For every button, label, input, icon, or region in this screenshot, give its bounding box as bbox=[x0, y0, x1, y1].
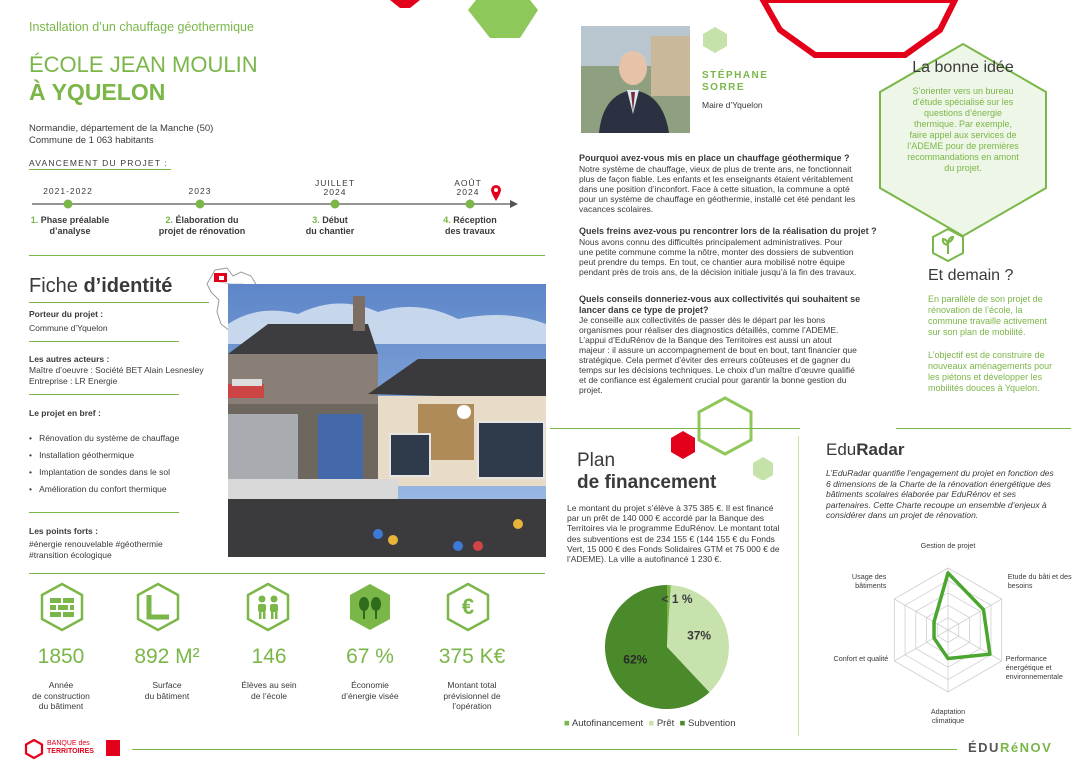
divider-porteur bbox=[29, 341, 179, 342]
sprout-icon bbox=[932, 228, 964, 262]
porteur-label: Porteur du projet : bbox=[29, 309, 104, 319]
porteur-value: Commune d’Yquelon bbox=[29, 323, 108, 333]
interview-question-3: Quels conseils donneriez-vous aux collectivités qui souhaitent se lancer dans ce type de projet? bbox=[579, 294, 861, 315]
area-icon bbox=[133, 582, 183, 632]
step-2-num: 2. bbox=[165, 215, 173, 225]
caisse-logo bbox=[106, 740, 120, 756]
demain-text-1: En parallèle de son projet de rénovation de l’école, la commune travaille activement sur son plan de mobilité. bbox=[928, 294, 1048, 337]
radar-axis-label: Confort et qualité bbox=[833, 654, 889, 663]
identity-title-bold: d’identité bbox=[83, 275, 173, 297]
progress-timeline bbox=[28, 197, 523, 211]
pie-label-subvention: 62% bbox=[623, 652, 648, 667]
timeline-dot-1 bbox=[64, 200, 73, 209]
legend-swatch-autofinancement: ■ bbox=[564, 718, 570, 729]
radar-axis-label: Etude du bâti et des besoins bbox=[1007, 572, 1072, 590]
divider-financement bbox=[550, 428, 800, 429]
identity-underline bbox=[29, 302, 209, 303]
stat-label-3: Élèves au sein de l’école bbox=[241, 680, 297, 701]
trees-icon bbox=[345, 582, 395, 632]
interview-answer-1: Notre système de chauffage, vieux de plus de trente ans, ne fonctionnait plus de façon fiable. Les enfants et les enseignants étaient véritablement dans une position d’inconfort. Face à cette situation, la commune a opté pour un système de chauffage en géothermie, installé cet été pendant les vacances scolaires. bbox=[579, 163, 856, 214]
progress-label: AVANCEMENT DU PROJET : bbox=[29, 158, 169, 168]
radar-point bbox=[946, 657, 949, 660]
interview-block-2 bbox=[579, 226, 879, 277]
step-4-num: 4. bbox=[443, 215, 451, 225]
timeline-date-2: 2023 bbox=[188, 186, 212, 196]
bricks-icon bbox=[37, 582, 87, 632]
stat-label-1: Année de construction du bâtiment bbox=[32, 680, 90, 711]
step-1-line2: d’analyse bbox=[49, 226, 91, 236]
legend-swatch-subvention: ■ bbox=[679, 718, 686, 729]
interview-question-1: Pourquoi avez-vous mis en place un chauffage géothermique ? bbox=[579, 153, 850, 163]
acteurs-label: Les autres acteurs : bbox=[29, 354, 110, 364]
radar-axis-label: Usage des bâtiments bbox=[851, 572, 887, 590]
step-3-num: 3. bbox=[312, 215, 320, 225]
forts-label: Les points forts : bbox=[29, 526, 98, 536]
list-item: • Implantation de sondes dans le sol bbox=[29, 467, 170, 477]
page-title-line1: ÉCOLE JEAN MOULIN bbox=[29, 52, 258, 77]
radar-series bbox=[934, 573, 990, 659]
divider-timeline bbox=[29, 255, 545, 256]
mayor-role: Maire d’Yquelon bbox=[702, 100, 763, 110]
stat-value-4: 67 % bbox=[346, 645, 394, 668]
acteurs-line1: Maître d’oeuvre : Société BET Alain Lesnesley bbox=[29, 365, 204, 375]
radar-axis-label: Gestion de projet bbox=[920, 541, 976, 550]
mayor-name: STÉPHANE SORRE bbox=[702, 70, 769, 93]
interview-answer-2: Nous avons connu des difficultés principalement administratives. Pour une petite commune comme la nôtre, monter des dossiers de subvention peut prendre du temps. En tout, ce chantier aura mobilisé notre équipe pendant près de trois ans, de la décision initiale jusqu’à la fin des travaux. bbox=[579, 236, 857, 277]
legend-swatch-pret: ■ bbox=[648, 718, 655, 729]
timeline-date-4: 2024 bbox=[456, 187, 480, 197]
stat-value-1: 1850 bbox=[37, 645, 85, 668]
identity-title bbox=[29, 275, 172, 298]
students-icon bbox=[243, 582, 293, 632]
timeline-date-3-month: JUILLET bbox=[314, 178, 356, 188]
pie-legend bbox=[564, 718, 736, 729]
radar-axis-label: Performance énergétique et environnementale bbox=[1005, 654, 1063, 681]
interview-block-3 bbox=[579, 294, 879, 395]
demain-text-2: L’objectif est de construire de nouveaux aménagements pour les piétons et développer les mobilités douces à Yquelon. bbox=[928, 350, 1053, 393]
stat-label-4: Économie d’énergie visée bbox=[341, 680, 399, 701]
progress-label-underline bbox=[29, 169, 171, 170]
timeline-step-3 bbox=[290, 215, 370, 237]
divider-eduradar bbox=[896, 428, 1071, 429]
school-photo bbox=[228, 284, 546, 557]
eduradar-chart bbox=[810, 540, 1085, 725]
step-2-line1: Élaboration du bbox=[175, 215, 239, 225]
forts-line2: #transition écologique bbox=[29, 550, 112, 560]
timeline-date-1: 2021-2022 bbox=[43, 186, 93, 196]
divider-bref bbox=[29, 512, 179, 513]
location-text: Normandie, département de la Manche (50) bbox=[29, 123, 214, 134]
step-2-line2: projet de rénovation bbox=[158, 226, 246, 236]
pie-label-prêt: 37% bbox=[687, 628, 712, 643]
footer-line bbox=[132, 749, 957, 750]
acteurs-line2: Entreprise : LR Energie bbox=[29, 376, 118, 386]
interview-question-2: Quels freins avez-vous pu rencontrer lors de la réalisation du projet ? bbox=[579, 226, 877, 236]
legend-autofinancement: Autofinancement bbox=[571, 718, 644, 729]
financement-title-line2: de financement bbox=[577, 472, 717, 493]
timeline-date-4-month: AOÛT bbox=[454, 178, 482, 188]
page-title-line2: À YQUELON bbox=[29, 79, 166, 105]
stat-value-2: 892 M² bbox=[134, 645, 200, 668]
legend-subvention: Subvention bbox=[687, 718, 736, 729]
radar-point bbox=[946, 571, 949, 574]
pie-label-autofinancement: < 1 % bbox=[661, 592, 693, 606]
radar-point bbox=[932, 620, 935, 623]
financement-text: Le montant du projet s’élève à 375 385 €. Il est financé par un prêt de 140 000 € accordé par la Banque des Territoires via le programme EduRénov. Le montant total des subventions est de 234 155 € (144 155 € du Fonds Vert, 15 000 € des Fonds Solidaires GTM et 75 000 € de l’ADEME). La ville a autofinancé 1 230 €. bbox=[567, 503, 780, 565]
identity-title-light: Fiche bbox=[29, 275, 78, 297]
list-item: • Amélioration du confort thermique bbox=[29, 484, 167, 494]
divider-acteurs bbox=[29, 394, 179, 395]
financement-title-line1: Plan bbox=[577, 450, 616, 471]
step-1-num: 1. bbox=[30, 215, 39, 225]
step-3-line1: Début bbox=[322, 215, 348, 225]
header-kicker: Installation d’un chauffage géothermique bbox=[29, 20, 254, 34]
timeline-dot-4 bbox=[466, 200, 475, 209]
step-4-line2: des travaux bbox=[444, 226, 496, 236]
step-4-line1: Réception bbox=[453, 215, 497, 225]
decor-top-hexagons bbox=[380, 0, 560, 45]
timeline-step-1 bbox=[20, 215, 120, 237]
radar-point bbox=[982, 608, 985, 611]
eduradar-text: L’EduRadar quantifie l’engagement du projet en fonction des 6 dimensions de la Charte de la rénovation énergétique des bâtiments scolaires élaborée par EduRénov et ses partenaires. Cette Charte recoupe un ensemble d’enjeux à considérer dans un projet de rénovation. bbox=[826, 468, 1054, 521]
legend-pret: Prêt bbox=[656, 718, 675, 729]
mayor-photo bbox=[581, 26, 690, 133]
forts-line1: #énergie renouvelable #géothermie bbox=[29, 539, 163, 549]
radar-axis bbox=[948, 599, 1002, 630]
timeline-step-4 bbox=[425, 215, 515, 237]
bref-list bbox=[29, 430, 179, 498]
divider-stats bbox=[29, 573, 545, 574]
interview-answer-3: Je conseille aux collectivités de passer dès le départ par les bons organismes pour réaliser des diagnostics détaillés, comme l’ADEME. L’appui d’EduRénov de la Banque des Territoires est aussi un atout majeur : il assure un accompagnement de bout en bout, tant financier que stratégique. Cela permet d’éviter des erreurs coûteuses et de gagner du temps sur les décisions techniques. Le choix d’un maître d’œuvre qualifié et de confiance est également crucial pour garantir la bonne gestion du projet. bbox=[579, 315, 857, 396]
bref-label: Le projet en bref : bbox=[29, 408, 101, 418]
divider-vertical bbox=[798, 436, 799, 736]
interview-block-1 bbox=[579, 153, 879, 214]
stat-label-5: Montant total prévisionnel de l’opération bbox=[443, 680, 501, 711]
step-1-line1: Phase préalable bbox=[40, 215, 110, 225]
commune-text: Commune de 1 063 habitants bbox=[29, 135, 154, 146]
stat-value-5: 375 K€ bbox=[438, 645, 506, 668]
edurenov-logo: ÉDURéNOV bbox=[968, 740, 1053, 755]
bonne-idee-title: La bonne idée bbox=[912, 59, 1014, 76]
timeline-dot-3 bbox=[331, 200, 340, 209]
eduradar-title: EduRadar bbox=[826, 440, 905, 459]
stat-label-2: Surface du bâtiment bbox=[144, 680, 190, 701]
radar-point bbox=[932, 636, 935, 639]
list-item: • Rénovation du système de chauffage bbox=[29, 433, 180, 443]
decor-financement-hexagons bbox=[665, 395, 780, 480]
radar-axis-label: Adaptation climatique bbox=[930, 707, 966, 725]
step-3-line2: du chantier bbox=[305, 226, 355, 236]
demain-title: Et demain ? bbox=[928, 267, 1014, 284]
radar-point bbox=[988, 653, 991, 656]
list-item: • Installation géothermique bbox=[29, 450, 135, 460]
decor-hex-small bbox=[702, 26, 728, 54]
euro-icon bbox=[443, 582, 493, 632]
stat-value-3: 146 bbox=[251, 645, 287, 668]
timeline-step-2 bbox=[142, 215, 262, 237]
bdt-logo-text: BANQUE des TERRITOIRES bbox=[47, 740, 94, 755]
timeline-dot-2 bbox=[196, 200, 205, 209]
bdt-logo-icon bbox=[24, 739, 44, 759]
svg-text:€: € bbox=[461, 594, 475, 619]
financement-pie-chart bbox=[600, 580, 734, 714]
bonne-idee-text: S’orienter vers un bureau d’étude spécialisé sur les questions d’énergie thermique. Par exemple, faire appel aux services de l’ADEME pour de premières recommandations en amont du projet. bbox=[907, 86, 1019, 173]
timeline-date-3: 2024 bbox=[323, 187, 347, 197]
